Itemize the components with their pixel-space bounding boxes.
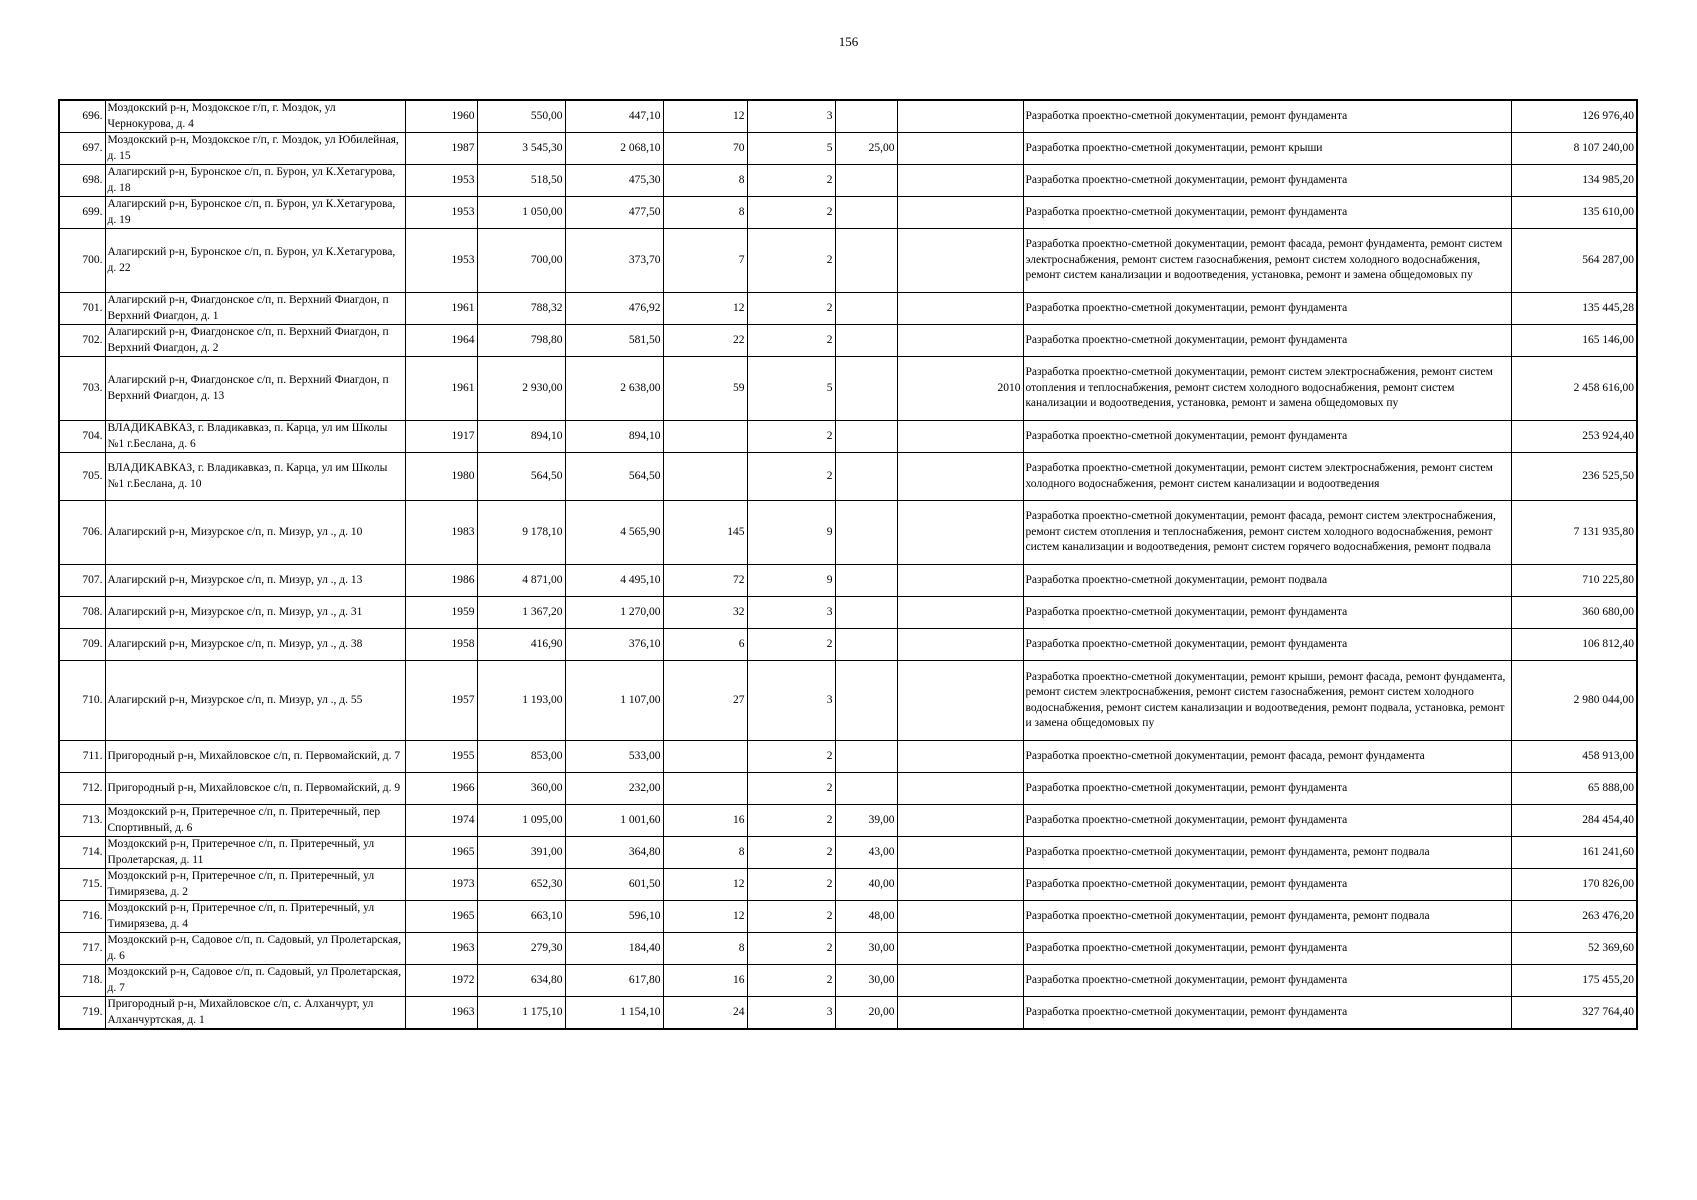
work-type-cell: Разработка проектно-сметной документации, ремонт крыши, ремонт фасада, ремонт фундамента, ремонт систем электроснабжения, ремонт систем газоснабжения, ремонт систем холодного водоснабжения, ремонт систем канализации и водоотведения, ремонт подвала, установка, ремонт и замена общедомовых пу — [1023, 661, 1511, 741]
floors-cell: 9 — [747, 501, 835, 565]
floors-cell: 2 — [747, 453, 835, 501]
cost-cell: 284 454,40 — [1511, 805, 1637, 837]
residents-cell: 6 — [663, 629, 747, 661]
total-area-cell: 1 367,20 — [477, 597, 565, 629]
address-cell: Моздокский р-н, Садовое с/п, п. Садовый, ул Пролетарская, д. 6 — [105, 933, 405, 965]
address-cell: Моздокский р-н, Притеречное с/п, п. Притеречный, ул Тимирязева, д. 4 — [105, 901, 405, 933]
last-repair-cell — [897, 501, 1023, 565]
address-cell: Алагирский р-н, Мизурское с/п, п. Мизур, ул ., д. 31 — [105, 597, 405, 629]
floors-cell: 3 — [747, 997, 835, 1030]
row-number: 712. — [59, 773, 105, 805]
wear-cell — [835, 565, 897, 597]
wear-cell: 20,00 — [835, 997, 897, 1030]
year-cell: 1974 — [405, 805, 477, 837]
residents-cell: 24 — [663, 997, 747, 1030]
work-type-cell: Разработка проектно-сметной документации, ремонт фундамента — [1023, 773, 1511, 805]
total-area-cell: 550,00 — [477, 100, 565, 133]
wear-cell: 40,00 — [835, 869, 897, 901]
wear-cell: 43,00 — [835, 837, 897, 869]
address-cell: Алагирский р-н, Мизурское с/п, п. Мизур, ул ., д. 55 — [105, 661, 405, 741]
work-type-cell: Разработка проектно-сметной документации, ремонт фундамента — [1023, 165, 1511, 197]
wear-cell — [835, 357, 897, 421]
residents-cell: 8 — [663, 165, 747, 197]
address-cell: Алагирский р-н, Мизурское с/п, п. Мизур, ул ., д. 38 — [105, 629, 405, 661]
total-area-cell: 700,00 — [477, 229, 565, 293]
cost-cell: 327 764,40 — [1511, 997, 1637, 1030]
wear-cell: 30,00 — [835, 933, 897, 965]
wear-cell — [835, 293, 897, 325]
floors-cell: 3 — [747, 597, 835, 629]
address-cell: Алагирский р-н, Мизурское с/п, п. Мизур, ул ., д. 10 — [105, 501, 405, 565]
cost-cell: 135 610,00 — [1511, 197, 1637, 229]
living-area-cell: 477,50 — [565, 197, 663, 229]
living-area-cell: 1 107,00 — [565, 661, 663, 741]
last-repair-cell — [897, 421, 1023, 453]
floors-cell: 2 — [747, 197, 835, 229]
row-number: 708. — [59, 597, 105, 629]
total-area-cell: 663,10 — [477, 901, 565, 933]
table-row — [59, 165, 1637, 197]
row-number: 706. — [59, 501, 105, 565]
address-cell: Пригородный р-н, Михайловское с/п, с. Алханчурт, ул Алханчуртская, д. 1 — [105, 997, 405, 1030]
row-number: 697. — [59, 133, 105, 165]
year-cell: 1957 — [405, 661, 477, 741]
last-repair-cell — [897, 965, 1023, 997]
cost-cell: 161 241,60 — [1511, 837, 1637, 869]
row-number: 705. — [59, 453, 105, 501]
address-cell: ВЛАДИКАВКАЗ, г. Владикавказ, п. Карца, ул им Школы №1 г.Беслана, д. 10 — [105, 453, 405, 501]
total-area-cell: 652,30 — [477, 869, 565, 901]
table-row — [59, 100, 1637, 133]
living-area-cell: 4 565,90 — [565, 501, 663, 565]
year-cell: 1961 — [405, 357, 477, 421]
residents-cell: 12 — [663, 869, 747, 901]
cost-cell: 7 131 935,80 — [1511, 501, 1637, 565]
table-row — [59, 837, 1637, 869]
cost-cell: 165 146,00 — [1511, 325, 1637, 357]
work-type-cell: Разработка проектно-сметной документации, ремонт фундамента — [1023, 197, 1511, 229]
cost-cell: 65 888,00 — [1511, 773, 1637, 805]
residents-cell: 8 — [663, 837, 747, 869]
row-number: 703. — [59, 357, 105, 421]
living-area-cell: 617,80 — [565, 965, 663, 997]
work-type-cell: Разработка проектно-сметной документации, ремонт фундамента — [1023, 629, 1511, 661]
row-number: 711. — [59, 741, 105, 773]
address-cell: Пригородный р-н, Михайловское с/п, п. Первомайский, д. 7 — [105, 741, 405, 773]
total-area-cell: 1 175,10 — [477, 997, 565, 1030]
floors-cell: 3 — [747, 100, 835, 133]
wear-cell — [835, 197, 897, 229]
residents-cell: 22 — [663, 325, 747, 357]
table-body — [59, 100, 1637, 1029]
year-cell: 1964 — [405, 325, 477, 357]
table-row — [59, 501, 1637, 565]
total-area-cell: 1 193,00 — [477, 661, 565, 741]
year-cell: 1953 — [405, 165, 477, 197]
repair-program-table — [58, 99, 1638, 1030]
year-cell: 1960 — [405, 100, 477, 133]
address-cell: Алагирский р-н, Буронское с/п, п. Бурон, ул К.Хетагурова, д. 22 — [105, 229, 405, 293]
cost-cell: 710 225,80 — [1511, 565, 1637, 597]
work-type-cell: Разработка проектно-сметной документации, ремонт фундамента — [1023, 997, 1511, 1030]
table-row — [59, 357, 1637, 421]
table-row — [59, 421, 1637, 453]
year-cell: 1953 — [405, 197, 477, 229]
living-area-cell: 2 068,10 — [565, 133, 663, 165]
residents-cell: 8 — [663, 197, 747, 229]
wear-cell: 39,00 — [835, 805, 897, 837]
residents-cell: 7 — [663, 229, 747, 293]
work-type-cell: Разработка проектно-сметной документации, ремонт фундамента — [1023, 869, 1511, 901]
table-row — [59, 597, 1637, 629]
table-row — [59, 293, 1637, 325]
wear-cell: 48,00 — [835, 901, 897, 933]
last-repair-cell — [897, 869, 1023, 901]
floors-cell: 3 — [747, 661, 835, 741]
year-cell: 1917 — [405, 421, 477, 453]
address-cell: Алагирский р-н, Фиагдонское с/п, п. Верхний Фиагдон, п Верхний Фиагдон, д. 1 — [105, 293, 405, 325]
work-type-cell: Разработка проектно-сметной документации, ремонт фундамента, ремонт подвала — [1023, 901, 1511, 933]
living-area-cell: 564,50 — [565, 453, 663, 501]
living-area-cell: 894,10 — [565, 421, 663, 453]
work-type-cell: Разработка проектно-сметной документации, ремонт крыши — [1023, 133, 1511, 165]
year-cell: 1973 — [405, 869, 477, 901]
table-row — [59, 629, 1637, 661]
table-row — [59, 997, 1637, 1030]
total-area-cell: 9 178,10 — [477, 501, 565, 565]
cost-cell: 564 287,00 — [1511, 229, 1637, 293]
last-repair-cell — [897, 741, 1023, 773]
row-number: 714. — [59, 837, 105, 869]
address-cell: Моздокский р-н, Притеречное с/п, п. Притеречный, ул Пролетарская, д. 11 — [105, 837, 405, 869]
total-area-cell: 4 871,00 — [477, 565, 565, 597]
work-type-cell: Разработка проектно-сметной документации, ремонт фасада, ремонт фундамента, ремонт систем электроснабжения, ремонт систем газоснабжения, ремонт систем холодного водоснабжения, ремонт систем канализации и водоотведения, установка, ремонт и замена общедомовых пу — [1023, 229, 1511, 293]
wear-cell — [835, 501, 897, 565]
work-type-cell: Разработка проектно-сметной документации, ремонт фундамента — [1023, 325, 1511, 357]
living-area-cell: 1 001,60 — [565, 805, 663, 837]
residents-cell: 32 — [663, 597, 747, 629]
work-type-cell: Разработка проектно-сметной документации, ремонт фундамента, ремонт подвала — [1023, 837, 1511, 869]
wear-cell — [835, 629, 897, 661]
living-area-cell: 596,10 — [565, 901, 663, 933]
floors-cell: 2 — [747, 629, 835, 661]
cost-cell: 106 812,40 — [1511, 629, 1637, 661]
wear-cell — [835, 100, 897, 133]
floors-cell: 2 — [747, 933, 835, 965]
cost-cell: 263 476,20 — [1511, 901, 1637, 933]
table-row — [59, 661, 1637, 741]
cost-cell: 126 976,40 — [1511, 100, 1637, 133]
table-row — [59, 901, 1637, 933]
address-cell: Алагирский р-н, Фиагдонское с/п, п. Верхний Фиагдон, п Верхний Фиагдон, д. 2 — [105, 325, 405, 357]
total-area-cell: 894,10 — [477, 421, 565, 453]
address-cell: Пригородный р-н, Михайловское с/п, п. Первомайский, д. 9 — [105, 773, 405, 805]
work-type-cell: Разработка проектно-сметной документации, ремонт систем электроснабжения, ремонт систем холодного водоснабжения, ремонт систем канализации и водоотведения — [1023, 453, 1511, 501]
living-area-cell: 533,00 — [565, 741, 663, 773]
residents-cell: 16 — [663, 965, 747, 997]
row-number: 713. — [59, 805, 105, 837]
wear-cell — [835, 773, 897, 805]
living-area-cell: 1 154,10 — [565, 997, 663, 1030]
floors-cell: 5 — [747, 133, 835, 165]
floors-cell: 2 — [747, 773, 835, 805]
last-repair-cell — [897, 933, 1023, 965]
row-number: 716. — [59, 901, 105, 933]
cost-cell: 236 525,50 — [1511, 453, 1637, 501]
row-number: 696. — [59, 100, 105, 133]
total-area-cell: 391,00 — [477, 837, 565, 869]
work-type-cell: Разработка проектно-сметной документации, ремонт фасада, ремонт фундамента — [1023, 741, 1511, 773]
row-number: 717. — [59, 933, 105, 965]
total-area-cell: 564,50 — [477, 453, 565, 501]
floors-cell: 2 — [747, 325, 835, 357]
row-number: 701. — [59, 293, 105, 325]
last-repair-cell — [897, 100, 1023, 133]
year-cell: 1958 — [405, 629, 477, 661]
residents-cell: 8 — [663, 933, 747, 965]
last-repair-cell — [897, 837, 1023, 869]
total-area-cell: 788,32 — [477, 293, 565, 325]
total-area-cell: 360,00 — [477, 773, 565, 805]
table-row — [59, 805, 1637, 837]
living-area-cell: 581,50 — [565, 325, 663, 357]
last-repair-cell — [897, 773, 1023, 805]
address-cell: Моздокский р-н, Садовое с/п, п. Садовый, ул Пролетарская, д. 7 — [105, 965, 405, 997]
last-repair-cell — [897, 133, 1023, 165]
total-area-cell: 1 095,00 — [477, 805, 565, 837]
work-type-cell: Разработка проектно-сметной документации, ремонт фундамента — [1023, 933, 1511, 965]
work-type-cell: Разработка проектно-сметной документации, ремонт фундамента — [1023, 597, 1511, 629]
living-area-cell: 373,70 — [565, 229, 663, 293]
table-row — [59, 565, 1637, 597]
table-row — [59, 773, 1637, 805]
total-area-cell: 279,30 — [477, 933, 565, 965]
year-cell: 1986 — [405, 565, 477, 597]
last-repair-cell — [897, 661, 1023, 741]
row-number: 698. — [59, 165, 105, 197]
table-row — [59, 325, 1637, 357]
living-area-cell: 376,10 — [565, 629, 663, 661]
total-area-cell: 1 050,00 — [477, 197, 565, 229]
residents-cell: 27 — [663, 661, 747, 741]
residents-cell: 12 — [663, 293, 747, 325]
residents-cell — [663, 741, 747, 773]
living-area-cell: 232,00 — [565, 773, 663, 805]
address-cell: Моздокский р-н, Моздокское г/п, г. Моздок, ул Чернокурова, д. 4 — [105, 100, 405, 133]
table-row — [59, 965, 1637, 997]
table-row — [59, 741, 1637, 773]
work-type-cell: Разработка проектно-сметной документации, ремонт систем электроснабжения, ремонт систем отопления и теплоснабжения, ремонт систем холодного водоснабжения, ремонт систем канализации и водоотведения, установка, ремонт и замена общедомовых пу — [1023, 357, 1511, 421]
cost-cell: 2 980 044,00 — [1511, 661, 1637, 741]
cost-cell: 175 455,20 — [1511, 965, 1637, 997]
floors-cell: 5 — [747, 357, 835, 421]
work-type-cell: Разработка проектно-сметной документации, ремонт фундамента — [1023, 965, 1511, 997]
row-number: 704. — [59, 421, 105, 453]
year-cell: 1972 — [405, 965, 477, 997]
address-cell: Алагирский р-н, Буронское с/п, п. Бурон, ул К.Хетагурова, д. 19 — [105, 197, 405, 229]
work-type-cell: Разработка проектно-сметной документации, ремонт фундамента — [1023, 100, 1511, 133]
total-area-cell: 2 930,00 — [477, 357, 565, 421]
table-row — [59, 453, 1637, 501]
year-cell: 1963 — [405, 933, 477, 965]
floors-cell: 2 — [747, 837, 835, 869]
last-repair-cell — [897, 805, 1023, 837]
total-area-cell: 416,90 — [477, 629, 565, 661]
last-repair-cell — [897, 997, 1023, 1030]
residents-cell: 16 — [663, 805, 747, 837]
wear-cell — [835, 597, 897, 629]
table-row — [59, 869, 1637, 901]
row-number: 699. — [59, 197, 105, 229]
floors-cell: 9 — [747, 565, 835, 597]
residents-cell — [663, 421, 747, 453]
wear-cell: 25,00 — [835, 133, 897, 165]
total-area-cell: 853,00 — [477, 741, 565, 773]
year-cell: 1955 — [405, 741, 477, 773]
last-repair-cell — [897, 597, 1023, 629]
floors-cell: 2 — [747, 229, 835, 293]
total-area-cell: 634,80 — [477, 965, 565, 997]
table-row — [59, 197, 1637, 229]
year-cell: 1966 — [405, 773, 477, 805]
address-cell: Моздокский р-н, Притеречное с/п, п. Притеречный, ул Тимирязева, д. 2 — [105, 869, 405, 901]
cost-cell: 134 985,20 — [1511, 165, 1637, 197]
last-repair-cell — [897, 565, 1023, 597]
address-cell: Алагирский р-н, Мизурское с/п, п. Мизур, ул ., д. 13 — [105, 565, 405, 597]
work-type-cell: Разработка проектно-сметной документации, ремонт фундамента — [1023, 421, 1511, 453]
residents-cell — [663, 773, 747, 805]
address-cell: Алагирский р-н, Буронское с/п, п. Бурон, ул К.Хетагурова, д. 18 — [105, 165, 405, 197]
row-number: 709. — [59, 629, 105, 661]
cost-cell: 2 458 616,00 — [1511, 357, 1637, 421]
row-number: 700. — [59, 229, 105, 293]
last-repair-cell — [897, 901, 1023, 933]
living-area-cell: 601,50 — [565, 869, 663, 901]
page-number: 156 — [838, 34, 859, 49]
floors-cell: 2 — [747, 165, 835, 197]
total-area-cell: 518,50 — [477, 165, 565, 197]
living-area-cell: 4 495,10 — [565, 565, 663, 597]
cost-cell: 458 913,00 — [1511, 741, 1637, 773]
residents-cell: 145 — [663, 501, 747, 565]
living-area-cell: 476,92 — [565, 293, 663, 325]
residents-cell: 72 — [663, 565, 747, 597]
year-cell: 1983 — [405, 501, 477, 565]
table-row — [59, 229, 1637, 293]
living-area-cell: 475,30 — [565, 165, 663, 197]
year-cell: 1963 — [405, 997, 477, 1030]
wear-cell — [835, 229, 897, 293]
wear-cell — [835, 661, 897, 741]
wear-cell — [835, 741, 897, 773]
year-cell: 1953 — [405, 229, 477, 293]
last-repair-cell — [897, 229, 1023, 293]
wear-cell — [835, 453, 897, 501]
living-area-cell: 184,40 — [565, 933, 663, 965]
living-area-cell: 2 638,00 — [565, 357, 663, 421]
wear-cell — [835, 325, 897, 357]
address-cell: Моздокский р-н, Моздокское г/п, г. Моздок, ул Юбилейная, д. 15 — [105, 133, 405, 165]
residents-cell: 12 — [663, 100, 747, 133]
wear-cell — [835, 165, 897, 197]
year-cell: 1965 — [405, 837, 477, 869]
last-repair-cell: 2010 — [897, 357, 1023, 421]
wear-cell — [835, 421, 897, 453]
residents-cell: 59 — [663, 357, 747, 421]
living-area-cell: 1 270,00 — [565, 597, 663, 629]
floors-cell: 2 — [747, 805, 835, 837]
residents-cell: 12 — [663, 901, 747, 933]
cost-cell: 170 826,00 — [1511, 869, 1637, 901]
table-row — [59, 133, 1637, 165]
total-area-cell: 3 545,30 — [477, 133, 565, 165]
year-cell: 1987 — [405, 133, 477, 165]
living-area-cell: 447,10 — [565, 100, 663, 133]
floors-cell: 2 — [747, 293, 835, 325]
work-type-cell: Разработка проектно-сметной документации, ремонт фасада, ремонт систем электроснабжения, ремонт систем отопления и теплоснабжения, ремонт систем холодного водоснабжения, ремонт систем канализации и водоотведения, ремонт систем горячего водоснабжения, ремонт подвала — [1023, 501, 1511, 565]
address-cell: Моздокский р-н, Притеречное с/п, п. Притеречный, пер Спортивный, д. 6 — [105, 805, 405, 837]
row-number: 719. — [59, 997, 105, 1030]
table-row — [59, 933, 1637, 965]
work-type-cell: Разработка проектно-сметной документации, ремонт фундамента — [1023, 293, 1511, 325]
wear-cell: 30,00 — [835, 965, 897, 997]
last-repair-cell — [897, 293, 1023, 325]
floors-cell: 2 — [747, 965, 835, 997]
address-cell: Алагирский р-н, Фиагдонское с/п, п. Верхний Фиагдон, п Верхний Фиагдон, д. 13 — [105, 357, 405, 421]
floors-cell: 2 — [747, 901, 835, 933]
total-area-cell: 798,80 — [477, 325, 565, 357]
row-number: 707. — [59, 565, 105, 597]
floors-cell: 2 — [747, 741, 835, 773]
year-cell: 1961 — [405, 293, 477, 325]
last-repair-cell — [897, 453, 1023, 501]
year-cell: 1980 — [405, 453, 477, 501]
cost-cell: 52 369,60 — [1511, 933, 1637, 965]
last-repair-cell — [897, 165, 1023, 197]
row-number: 702. — [59, 325, 105, 357]
cost-cell: 8 107 240,00 — [1511, 133, 1637, 165]
floors-cell: 2 — [747, 869, 835, 901]
cost-cell: 253 924,40 — [1511, 421, 1637, 453]
last-repair-cell — [897, 629, 1023, 661]
residents-cell: 70 — [663, 133, 747, 165]
year-cell: 1965 — [405, 901, 477, 933]
floors-cell: 2 — [747, 421, 835, 453]
last-repair-cell — [897, 325, 1023, 357]
cost-cell: 360 680,00 — [1511, 597, 1637, 629]
living-area-cell: 364,80 — [565, 837, 663, 869]
work-type-cell: Разработка проектно-сметной документации, ремонт подвала — [1023, 565, 1511, 597]
row-number: 710. — [59, 661, 105, 741]
row-number: 718. — [59, 965, 105, 997]
year-cell: 1959 — [405, 597, 477, 629]
address-cell: ВЛАДИКАВКАЗ, г. Владикавказ, п. Карца, ул им Школы №1 г.Беслана, д. 6 — [105, 421, 405, 453]
work-type-cell: Разработка проектно-сметной документации, ремонт фундамента — [1023, 805, 1511, 837]
residents-cell — [663, 453, 747, 501]
row-number: 715. — [59, 869, 105, 901]
cost-cell: 135 445,28 — [1511, 293, 1637, 325]
last-repair-cell — [897, 197, 1023, 229]
